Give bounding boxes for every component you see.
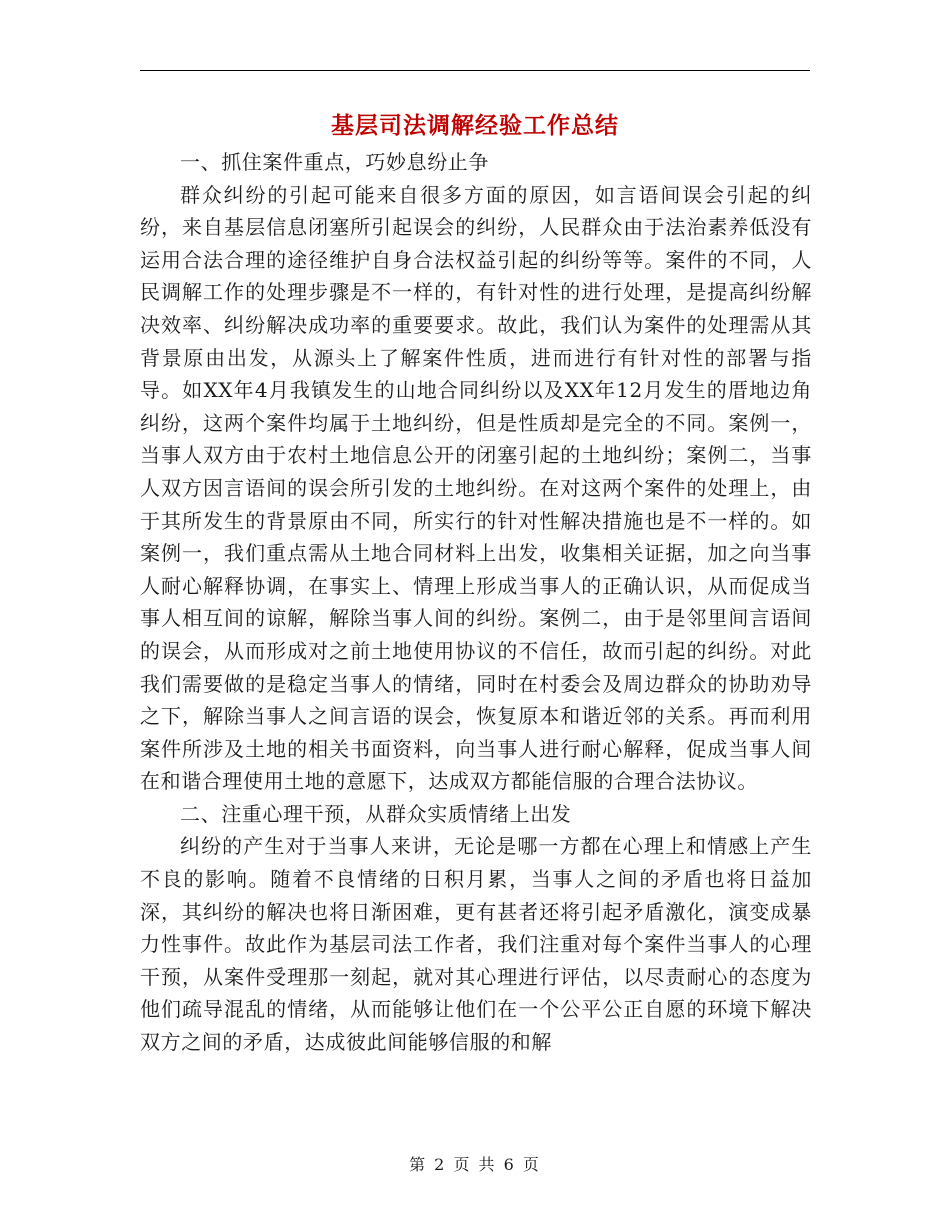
section-heading-2: 二、注重心理干预，从群众实质情绪上出发 xyxy=(180,801,572,826)
document-title: 基层司法调解经验工作总结 xyxy=(331,113,619,139)
paragraph-1: 群众纠纷的引起可能来自很多方面的原因，如言语间误会引起的纠纷，来自基层信息闭塞所引起误会的纠纷，人民群众由于法治素养低没有运用合法合理的途径维护自身合法权益引起的纠纷等等。案件的不同，人民调解工作的处理步骤是不一样的，有针对性的进行处理，是提高纠纷解决效率、纠纷解决成功率的重要要求。故此，我们认为案件的处理需从其背景原由出发，从源头上了解案件性质，进而进行有针对性的部署与指导。如XX年4月我镇发生的山地合同纠纷以及XX年12月发生的厝地边角纠纷，这两个案件均属于土地纠纷，但是性质却是完全的不同。案例一，当事人双方由于农村土地信息公开的闭塞引起的土地纠纷；案例二，当事人双方因言语间的误会所引发的土地纠纷。在对这两个案件的处理上，由于其所发生的背景原由不同，所实行的针对性解决措施也是不一样的。如案例一，我们重点需从土地合同材料上出发，收集相关证据，加之向当事人耐心解释协调，在事实上、情理上形成当事人的正确认识，从而促成当事人相互间的谅解，解除当事人间的纠纷。案例二，由于是邻里间言语间的误会，从而形成对之前土地使用协议的不信任，故而引起的纠纷。对此我们需要做的是稳定当事人的情绪，同时在村委会及周边群众的协助劝导之下，解除当事人之间言语的误会，恢复原本和谐近邻的关系。再而利用案件所涉及土地的相关书面资料，向当事人进行耐心解释，促成当事人间在和谐合理使用土地的意愿下，达成双方都能信服的合理合法协议。 xyxy=(140,182,812,794)
header-rule xyxy=(140,70,810,71)
paragraph-2: 纠纷的产生对于当事人来讲，无论是哪一方都在心理上和情感上产生不良的影响。随着不良情绪的日积月累，当事人之间的矛盾也将日益加深，其纠纷的解决也将日渐困难，更有甚者还将引起矛盾激化，演变成暴力性事件。故此作为基层司法工作者，我们注重对每个案件当事人的心理干预，从案件受理那一刻起，就对其心理进行评估，以尽责耐心的态度为他们疏导混乱的情绪，从而能够让他们在一个公平公正自愿的环境下解决双方之间的矛盾，达成彼此间能够信服的和解 xyxy=(140,834,812,1055)
section-heading-1: 一、抓住案件重点，巧妙息纷止争 xyxy=(180,150,489,174)
document-body xyxy=(140,146,812,1059)
page-number-footer: 第 2 页 共 6 页 xyxy=(409,1155,541,1174)
